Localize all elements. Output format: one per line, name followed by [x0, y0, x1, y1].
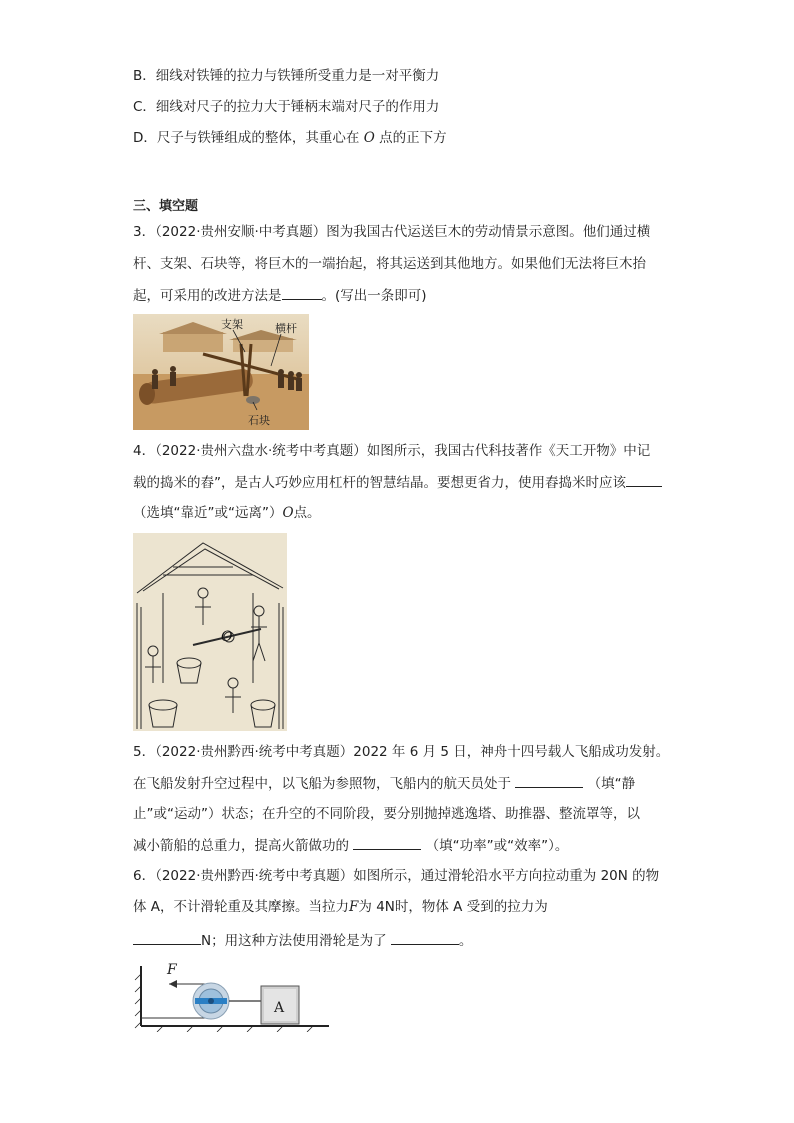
q6-line1: 6．（2022·贵州黔西·统考中考真题）如图所示，通过滑轮沿水平方向拉动重为 20N 的物 — [133, 868, 660, 884]
q5-line1: 5．（2022·贵州黔西·统考中考真题）2022 年 6 月 5 日，神舟十四号载人飞船成功发射。 — [133, 744, 670, 760]
option-b: B．细线对铁锤的拉力与铁锤所受重力是一对平衡力 — [133, 68, 440, 84]
q4-line3: （选填“靠近”或“远离”）O点。 — [133, 505, 321, 521]
label-beam: 横杆 — [275, 322, 297, 335]
q4-line1: 4．（2022·贵州六盘水·统考中考真题）如图所示，我国古代科技著作《天工开物》中记 — [133, 443, 651, 459]
force-f-label: F — [167, 962, 177, 978]
q4-answer-blank[interactable] — [626, 472, 662, 487]
q6-line2: 体 A，不计滑轮重及其摩擦。当拉力F为 4N时，物体 A 受到的拉力为 — [133, 899, 548, 915]
q5-answer-blank-1[interactable] — [515, 773, 583, 788]
q3-answer-blank[interactable] — [282, 285, 322, 300]
q5-line4: 减小箭船的总重力，提高火箭做功的 （填“功率”或“效率”）。 — [133, 835, 568, 856]
label-stone: 石块 — [248, 414, 270, 427]
q5-answer-blank-2[interactable] — [353, 835, 421, 850]
q6-answer-blank-1[interactable] — [133, 930, 201, 945]
q3-line3: 起，可采用的改进方法是 。(写出一条即可) — [133, 285, 427, 306]
q6-line3: N；用这种方法使用滑轮是为了 。 — [133, 930, 472, 951]
label-pivot-o: O — [221, 629, 233, 645]
q5-line3: 止”或“运动”）状态；在升空的不同阶段，要分别抛掉逃逸塔、助推器、整流罩等，以 — [133, 806, 640, 822]
block-a-label: A — [274, 1000, 285, 1016]
section-title: 三、填空题 — [133, 199, 199, 214]
q3-line1: 3．（2022·贵州安顺·中考真题）图为我国古代运送巨木的劳动情景示意图。他们通过横 — [133, 224, 651, 240]
label-support: 支架 — [221, 318, 243, 331]
q4-line2: 载的捣米的舂”，是古人巧妙应用杠杆的智慧结晶。要想更省力，使用舂捣米时应该 — [133, 472, 662, 493]
option-c: C．细线对尺子的拉力大于锤柄末端对尺子的作用力 — [133, 99, 440, 115]
q3-figure-timber-transport — [133, 314, 309, 430]
q6-answer-blank-2[interactable] — [391, 930, 459, 945]
q5-line2: 在飞船发射升空过程中，以飞船为参照物，飞船内的航天员处于 （填“静 — [133, 773, 635, 794]
q4-figure-rice-pounding — [133, 533, 287, 731]
q6-figure-pulley — [133, 956, 333, 1032]
q3-line2: 杆、支架、石块等，将巨木的一端抬起，将其运送到其他地方。如果他们无法将巨木抬 — [133, 256, 646, 272]
option-d: D．尺子与铁锤组成的整体，其重心在 O 点的正下方 — [133, 130, 447, 146]
